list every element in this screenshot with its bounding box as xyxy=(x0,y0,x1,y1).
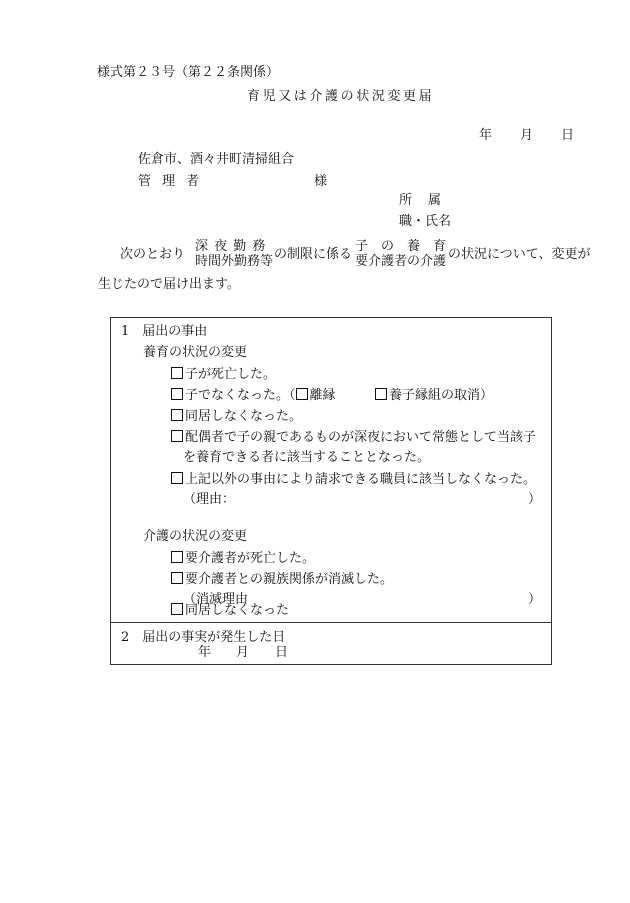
option-label: 上記以外の事由により請求できる職員に該当しなくなった。 xyxy=(185,472,537,487)
statement-choice-work xyxy=(195,240,273,268)
option-label: 養子縁組の取消） xyxy=(389,388,494,403)
care-reason-open: （消滅理由 xyxy=(183,592,249,607)
statement-line2: 生じたので届け出ます。 xyxy=(98,277,240,292)
care-reason-close: ） xyxy=(528,592,542,607)
choice-nursing-care: 要介護者の介護 xyxy=(355,254,447,269)
statement-prefix: 次のとおり xyxy=(120,247,186,262)
occurrence-day-label: 日 xyxy=(275,645,289,660)
statement-choice-care xyxy=(355,240,446,268)
care-heading: 介護の状況の変更 xyxy=(143,529,248,544)
statement-mid: の制限に係る xyxy=(274,247,353,262)
option-child-died[interactable] xyxy=(171,367,276,381)
statement-suffix: の状況について、変更が xyxy=(448,247,591,262)
option-label: 子が死亡した。 xyxy=(185,367,277,382)
option-label: 要介護者との親族関係が消滅した。 xyxy=(185,572,394,587)
option-adoption-cancel[interactable] xyxy=(375,388,493,402)
addressee-manager: 管理者 xyxy=(138,174,211,189)
choice-night-work: 深 夜 勤 務 xyxy=(195,239,267,254)
applicant-affiliation: 所属 xyxy=(399,193,458,208)
document-title: 育児又は介護の状況変更届 xyxy=(247,89,435,104)
option-care-not-living[interactable] xyxy=(171,603,289,617)
checkbox-icon[interactable] xyxy=(296,388,308,400)
checkbox-icon[interactable] xyxy=(171,603,183,615)
checkbox-icon[interactable] xyxy=(375,388,387,400)
checkbox-icon[interactable] xyxy=(171,409,183,421)
option-relation-ended[interactable] xyxy=(171,572,393,586)
reason-open: （理由： xyxy=(183,492,236,507)
addressee-honorific: 様 xyxy=(314,174,328,189)
option-label: 配偶者で子の親であるものが深夜において常態として当該子 xyxy=(185,430,537,445)
option-not-living-together[interactable] xyxy=(171,409,302,423)
option-care-died[interactable] xyxy=(171,551,315,565)
option-other-reason[interactable] xyxy=(171,472,536,486)
option-label: 要介護者が死亡した。 xyxy=(185,551,316,566)
option-label: 同居しなくなった。 xyxy=(185,409,303,424)
childcare-heading: 養育の状況の変更 xyxy=(143,345,248,360)
section1-heading: 1 届出の事由 xyxy=(121,324,208,339)
form-number: 様式第２３号（第２２条関係） xyxy=(97,65,280,80)
box-divider xyxy=(111,622,551,623)
occurrence-year-label: 年 xyxy=(198,645,212,660)
date-month-label: 月 xyxy=(520,128,534,143)
option-spouse-can-care-cont: を養育できる者に該当することとなった。 xyxy=(183,450,431,465)
checkbox-icon[interactable] xyxy=(171,388,183,400)
occurrence-month-label: 月 xyxy=(236,645,250,660)
choice-childcare: 子 の 養 育 xyxy=(355,239,447,254)
option-spouse-can-care[interactable] xyxy=(171,430,536,444)
option-divorce-label: 離縁 xyxy=(309,388,336,403)
checkbox-icon[interactable] xyxy=(171,572,183,584)
option-label: 同居しなくなった xyxy=(185,603,290,618)
section2-heading: 2 届出の事実が発生した日 xyxy=(121,630,286,645)
choice-overtime-work: 時間外勤務等 xyxy=(195,254,274,269)
checkbox-icon[interactable] xyxy=(171,367,183,379)
addressee-organization: 佐倉市、酒々井町清掃組合 xyxy=(138,152,295,167)
date-year-label: 年 xyxy=(479,128,493,143)
checkbox-icon[interactable] xyxy=(171,472,183,484)
checkbox-icon[interactable] xyxy=(171,430,183,442)
reason-close: ） xyxy=(528,492,542,507)
option-not-child[interactable] xyxy=(171,388,336,402)
date-day-label: 日 xyxy=(561,128,575,143)
checkbox-icon[interactable] xyxy=(171,551,183,563)
applicant-name: 職・氏名 xyxy=(399,214,452,229)
option-label: 子でなくなった。（ xyxy=(185,388,296,403)
reason-box xyxy=(110,317,552,665)
